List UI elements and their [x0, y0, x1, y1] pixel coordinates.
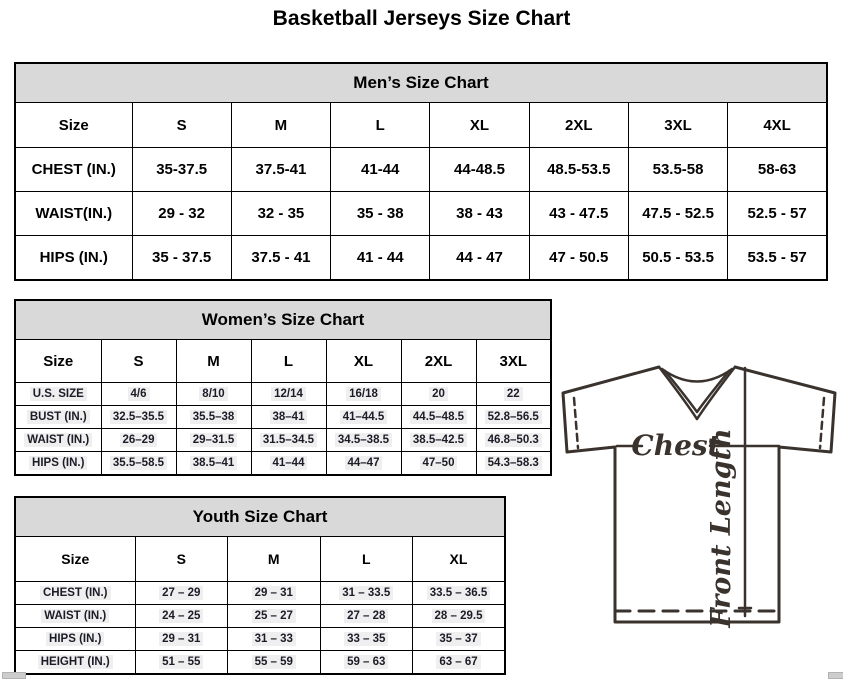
- table-row: [15, 236, 827, 281]
- cell: 35 - 37.5: [132, 236, 231, 281]
- cell: 8/10: [176, 383, 251, 406]
- cell: 38.5–42.5: [401, 429, 476, 452]
- chest-label: Chest: [631, 429, 721, 462]
- cell: 47–50: [401, 452, 476, 476]
- cell: 25 – 27: [228, 605, 321, 628]
- table-row: [15, 452, 551, 476]
- table-row: [15, 605, 505, 628]
- cell: 48.5-53.5: [529, 148, 628, 192]
- cell: 47.5 - 52.5: [628, 192, 727, 236]
- row-label: WAIST(IN.): [15, 192, 132, 236]
- cell: 32 - 35: [231, 192, 330, 236]
- cell: 22: [476, 383, 551, 406]
- cell: 51 – 55: [135, 651, 228, 675]
- cell: 29 – 31: [228, 582, 321, 605]
- column-header: S: [135, 537, 228, 582]
- jersey-diagram: [556, 356, 842, 632]
- column-header: XL: [413, 537, 506, 582]
- cell: 41–44: [251, 452, 326, 476]
- cell: 35.5–38: [176, 406, 251, 429]
- right-cuff-dashed-line: [820, 398, 824, 448]
- cell: 55 – 59: [228, 651, 321, 675]
- cell: 52.5 - 57: [728, 192, 827, 236]
- column-header: S: [101, 340, 176, 383]
- cell: 33.5 – 36.5: [413, 582, 506, 605]
- cell: 31 – 33.5: [320, 582, 413, 605]
- cell: 44 - 47: [430, 236, 529, 281]
- column-header: M: [231, 103, 330, 148]
- row-label: HIPS (IN.): [15, 628, 135, 651]
- table-row: [15, 103, 827, 148]
- column-header: M: [228, 537, 321, 582]
- cell: 41 - 44: [331, 236, 430, 281]
- cell: 32.5–35.5: [101, 406, 176, 429]
- cell: 43 - 47.5: [529, 192, 628, 236]
- cell: 27 – 29: [135, 582, 228, 605]
- cell: 34.5–38.5: [326, 429, 401, 452]
- column-header: L: [320, 537, 413, 582]
- cell: 38–41: [251, 406, 326, 429]
- column-header: XL: [326, 340, 401, 383]
- mens-table-title: Men’s Size Chart: [15, 63, 827, 103]
- cell: 41–44.5: [326, 406, 401, 429]
- cell: 35-37.5: [132, 148, 231, 192]
- cell: 20: [401, 383, 476, 406]
- column-header: 4XL: [728, 103, 827, 148]
- cell: 26–29: [101, 429, 176, 452]
- cell: 31.5–34.5: [251, 429, 326, 452]
- cell: 28 – 29.5: [413, 605, 506, 628]
- row-label: HEIGHT (IN.): [15, 651, 135, 675]
- cell: 29 – 31: [135, 628, 228, 651]
- cell: 27 – 28: [320, 605, 413, 628]
- column-header: Size: [15, 340, 101, 383]
- table-row: [15, 537, 505, 582]
- table-row: [15, 651, 505, 675]
- column-header: 3XL: [476, 340, 551, 383]
- cell: 16/18: [326, 383, 401, 406]
- front-length-label: Front Length: [706, 428, 737, 628]
- cell: 44.5–48.5: [401, 406, 476, 429]
- horizontal-scrollbar-fragment-left[interactable]: [2, 672, 26, 679]
- front-length-line: [739, 368, 751, 616]
- cell: 52.8–56.5: [476, 406, 551, 429]
- cell: 63 – 67: [413, 651, 506, 675]
- row-label: HIPS (IN.): [15, 452, 101, 476]
- row-label: WAIST (IN.): [15, 605, 135, 628]
- horizontal-scrollbar-fragment-right[interactable]: [828, 672, 843, 679]
- cell: 37.5 - 41: [231, 236, 330, 281]
- cell: 24 – 25: [135, 605, 228, 628]
- table-row: [15, 340, 551, 383]
- cell: 29–31.5: [176, 429, 251, 452]
- cell: 53.5-58: [628, 148, 727, 192]
- cell: 35 - 38: [331, 192, 430, 236]
- cell: 54.3–58.3: [476, 452, 551, 476]
- column-header: M: [176, 340, 251, 383]
- mens-size-table: [14, 62, 828, 281]
- cell: 41-44: [331, 148, 430, 192]
- cell: 35 – 37: [413, 628, 506, 651]
- left-cuff-dashed-line: [574, 398, 578, 448]
- youth-size-table: [14, 496, 506, 675]
- cell: 38.5–41: [176, 452, 251, 476]
- row-label: U.S. SIZE: [15, 383, 101, 406]
- cell: 35.5–58.5: [101, 452, 176, 476]
- column-header: XL: [430, 103, 529, 148]
- table-row: [15, 406, 551, 429]
- womens-table-title: Women’s Size Chart: [15, 300, 551, 340]
- cell: 44–47: [326, 452, 401, 476]
- cell: 58-63: [728, 148, 827, 192]
- womens-size-table: [14, 299, 552, 476]
- cell: 31 – 33: [228, 628, 321, 651]
- row-label: CHEST (IN.): [15, 148, 132, 192]
- cell: 53.5 - 57: [728, 236, 827, 281]
- table-row: [15, 148, 827, 192]
- row-label: BUST (IN.): [15, 406, 101, 429]
- table-row: [15, 429, 551, 452]
- column-header: 2XL: [529, 103, 628, 148]
- table-row: [15, 383, 551, 406]
- cell: 38 - 43: [430, 192, 529, 236]
- column-header: 2XL: [401, 340, 476, 383]
- page-title: Basketball Jerseys Size Chart: [272, 7, 571, 30]
- cell: 47 - 50.5: [529, 236, 628, 281]
- cell: 29 - 32: [132, 192, 231, 236]
- cell: 33 – 35: [320, 628, 413, 651]
- table-row: [15, 582, 505, 605]
- row-label: CHEST (IN.): [15, 582, 135, 605]
- cell: 4/6: [101, 383, 176, 406]
- cell: 12/14: [251, 383, 326, 406]
- column-header: L: [251, 340, 326, 383]
- column-header: L: [331, 103, 430, 148]
- column-header: S: [132, 103, 231, 148]
- cell: 50.5 - 53.5: [628, 236, 727, 281]
- row-label: HIPS (IN.): [15, 236, 132, 281]
- table-row: [15, 628, 505, 651]
- column-header: Size: [15, 103, 132, 148]
- column-header: Size: [15, 537, 135, 582]
- cell: 59 – 63: [320, 651, 413, 675]
- youth-table-title: Youth Size Chart: [15, 497, 505, 537]
- row-label: WAIST (IN.): [15, 429, 101, 452]
- cell: 44-48.5: [430, 148, 529, 192]
- column-header: 3XL: [628, 103, 727, 148]
- jersey-outline: [563, 367, 835, 622]
- cell: 37.5-41: [231, 148, 330, 192]
- cell: 46.8–50.3: [476, 429, 551, 452]
- table-row: [15, 192, 827, 236]
